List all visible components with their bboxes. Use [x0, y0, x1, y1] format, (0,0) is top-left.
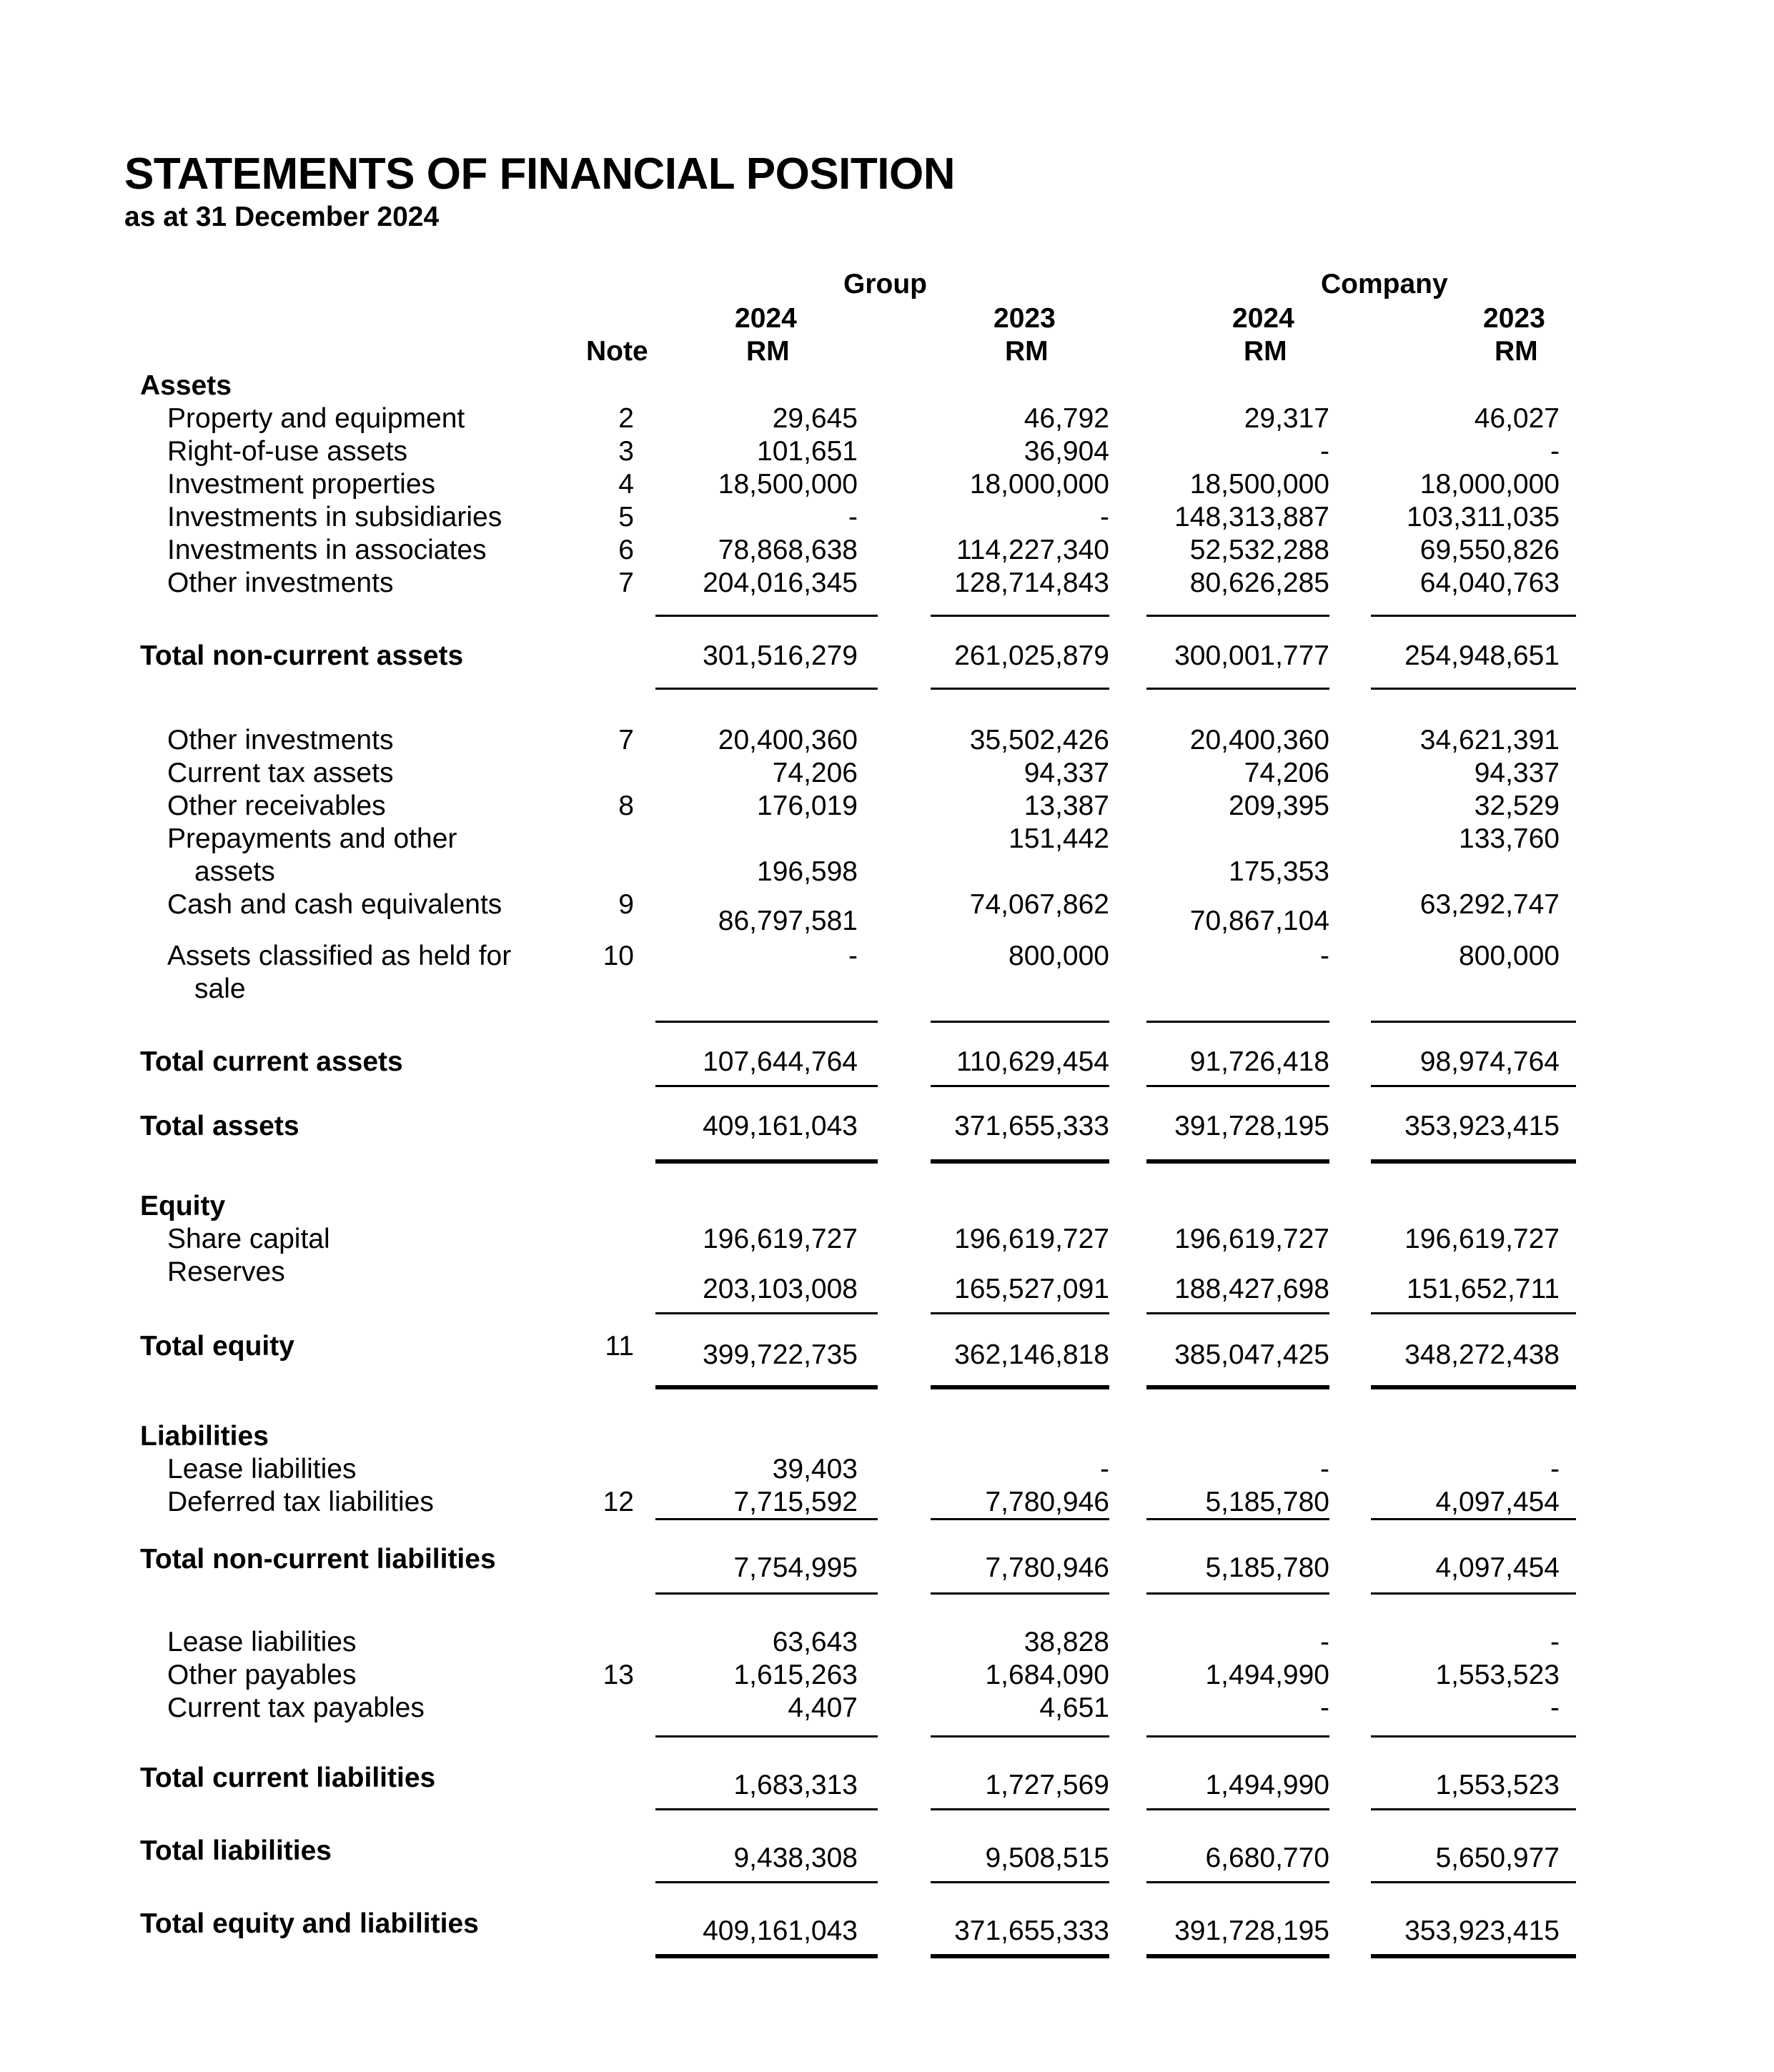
value-cell: 196,598 — [757, 856, 858, 887]
note-ref: 7 — [618, 725, 634, 755]
value-cell: 6,680,770 — [1205, 1843, 1329, 1873]
value-cell: - — [1550, 1692, 1560, 1723]
note-ref: 10 — [603, 941, 634, 971]
underline-rule — [1146, 1592, 1329, 1595]
underline-rule — [1371, 1312, 1576, 1314]
value-cell: 94,337 — [1474, 758, 1560, 788]
row-label-continuation: sale — [194, 973, 246, 1004]
value-cell: 196,619,727 — [1404, 1224, 1560, 1254]
value-cell: 4,651 — [1039, 1692, 1109, 1723]
value-cell: 209,395 — [1229, 790, 1329, 821]
underline-rule — [655, 1021, 878, 1023]
value-cell: 353,923,415 — [1404, 1111, 1560, 1141]
underline-rule — [1371, 615, 1576, 617]
double-underline-rule — [1371, 1159, 1576, 1164]
underline-rule — [655, 1881, 878, 1883]
double-underline-rule — [1146, 1385, 1329, 1389]
row-label-prepayments-and-other: Prepayments and other — [167, 823, 457, 854]
value-cell: 5,185,780 — [1205, 1487, 1329, 1517]
value-cell: 399,722,735 — [703, 1339, 858, 1370]
underline-rule — [1146, 1735, 1329, 1738]
underline-rule — [931, 1518, 1109, 1520]
value-cell: 196,619,727 — [954, 1224, 1109, 1254]
value-cell: 20,400,360 — [718, 725, 858, 755]
value-cell: 1,683,313 — [733, 1770, 858, 1800]
underline-rule — [1371, 1735, 1576, 1738]
value-cell: 371,655,333 — [954, 1111, 1109, 1141]
row-label-current-tax-assets: Current tax assets — [167, 758, 394, 788]
value-cell: 391,728,195 — [1174, 1915, 1329, 1946]
underline-rule — [1371, 1808, 1576, 1810]
value-cell: 4,407 — [788, 1692, 858, 1723]
value-cell: 86,797,581 — [718, 906, 858, 936]
row-label-total-equity: Total equity — [140, 1331, 294, 1362]
underline-rule — [931, 1021, 1109, 1023]
value-cell: 70,867,104 — [1189, 906, 1329, 936]
note-ref: 11 — [605, 1331, 634, 1362]
value-cell: 18,500,000 — [1189, 469, 1329, 500]
col-unit-group-2023: RM — [1005, 336, 1049, 367]
row-label-right-of-use-assets: Right-of-use assets — [167, 436, 407, 467]
col-year-company-2024: 2024 — [1232, 303, 1294, 334]
row-label-assets-classified-as-held-for: Assets classified as held for — [167, 941, 512, 971]
row-label-other-investments: Other investments — [167, 567, 394, 598]
value-cell: 9,438,308 — [733, 1843, 858, 1873]
note-ref: 3 — [618, 436, 634, 467]
underline-rule — [931, 1592, 1109, 1595]
underline-rule — [655, 1518, 878, 1520]
value-cell: 39,403 — [772, 1454, 858, 1484]
note-ref: 5 — [618, 502, 634, 532]
row-label-total-current-assets: Total current assets — [140, 1046, 403, 1077]
underline-rule — [655, 615, 878, 617]
value-cell: 29,317 — [1244, 403, 1329, 434]
note-ref: 8 — [618, 790, 634, 821]
value-cell: - — [848, 941, 858, 971]
double-underline-rule — [1371, 1954, 1576, 1958]
underline-rule — [931, 1735, 1109, 1738]
value-cell: 261,025,879 — [954, 640, 1109, 671]
value-cell: 63,643 — [772, 1627, 858, 1657]
underline-rule — [655, 1312, 878, 1314]
underline-rule — [1146, 615, 1329, 617]
underline-rule — [1146, 1808, 1329, 1810]
value-cell: 133,760 — [1459, 823, 1560, 854]
underline-rule — [1146, 1312, 1329, 1314]
value-cell: 348,272,438 — [1404, 1339, 1560, 1370]
underline-rule — [931, 1312, 1109, 1314]
value-cell: 34,621,391 — [1419, 725, 1560, 755]
value-cell: 300,001,777 — [1174, 640, 1329, 671]
page-title: STATEMENTS OF FINANCIAL POSITION — [124, 149, 955, 199]
row-label-investments-in-subsidiaries: Investments in subsidiaries — [167, 502, 502, 532]
value-cell: 800,000 — [1009, 941, 1109, 971]
underline-rule — [1371, 1518, 1576, 1520]
value-cell: 391,728,195 — [1174, 1111, 1329, 1141]
underline-rule — [1371, 688, 1576, 690]
row-label-continuation: assets — [194, 856, 275, 887]
row-label-current-tax-payables: Current tax payables — [167, 1692, 425, 1723]
value-cell: 1,494,990 — [1205, 1660, 1329, 1690]
value-cell: 1,494,990 — [1205, 1770, 1329, 1800]
value-cell: 301,516,279 — [703, 640, 858, 671]
value-cell: 362,146,818 — [954, 1339, 1109, 1370]
value-cell: 196,619,727 — [703, 1224, 858, 1254]
underline-rule — [931, 1808, 1109, 1810]
company-header: Company — [1321, 269, 1448, 299]
value-cell: - — [1550, 436, 1560, 467]
row-label-investments-in-associates: Investments in associates — [167, 535, 487, 565]
value-cell: 5,650,977 — [1435, 1843, 1560, 1873]
note-header: Note — [586, 336, 648, 367]
row-label-total-assets: Total assets — [140, 1111, 299, 1141]
value-cell: 7,780,946 — [985, 1487, 1109, 1517]
note-ref: 12 — [603, 1487, 634, 1517]
value-cell: 4,097,454 — [1435, 1552, 1560, 1583]
col-unit-company-2023: RM — [1495, 336, 1538, 367]
value-cell: 74,067,862 — [969, 889, 1109, 920]
note-ref: 7 — [618, 567, 634, 598]
value-cell: 1,553,523 — [1435, 1660, 1560, 1690]
value-cell: 98,974,764 — [1419, 1046, 1560, 1077]
underline-rule — [655, 1085, 878, 1087]
underline-rule — [1371, 1592, 1576, 1595]
double-underline-rule — [655, 1954, 878, 1958]
value-cell: - — [848, 502, 858, 532]
underline-rule — [655, 688, 878, 690]
value-cell: 409,161,043 — [703, 1111, 858, 1141]
value-cell: 385,047,425 — [1174, 1339, 1329, 1370]
value-cell: 1,553,523 — [1435, 1770, 1560, 1800]
note-ref: 6 — [618, 535, 634, 565]
col-year-group-2024: 2024 — [735, 303, 797, 334]
value-cell: - — [1100, 502, 1109, 532]
note-ref: 2 — [618, 403, 634, 434]
row-label-lease-liabilities: Lease liabilities — [167, 1627, 357, 1657]
value-cell: - — [1550, 1454, 1560, 1484]
double-underline-rule — [655, 1159, 878, 1164]
value-cell: 103,311,035 — [1407, 502, 1560, 532]
value-cell: 18,000,000 — [1419, 469, 1560, 500]
value-cell: 36,904 — [1024, 436, 1109, 467]
group-header: Group — [843, 269, 927, 299]
underline-rule — [655, 1808, 878, 1810]
value-cell: 7,754,995 — [733, 1552, 858, 1583]
value-cell: 80,626,285 — [1189, 567, 1329, 598]
value-cell: 46,027 — [1474, 403, 1560, 434]
row-label-total-equity-and-liabilities: Total equity and liabilities — [140, 1908, 479, 1939]
underline-rule — [1146, 688, 1329, 690]
value-cell: 107,644,764 — [703, 1046, 858, 1077]
note-ref: 4 — [618, 469, 634, 500]
row-label-property-and-equipment: Property and equipment — [167, 403, 465, 434]
double-underline-rule — [931, 1385, 1109, 1389]
underline-rule — [1371, 1881, 1576, 1883]
value-cell: 78,868,638 — [718, 535, 858, 565]
value-cell: 9,508,515 — [985, 1843, 1109, 1873]
value-cell: 29,645 — [772, 403, 858, 434]
value-cell: 18,500,000 — [718, 469, 858, 500]
underline-rule — [1146, 1021, 1329, 1023]
value-cell: 94,337 — [1024, 758, 1109, 788]
value-cell: 148,313,887 — [1174, 502, 1329, 532]
value-cell: 74,206 — [1244, 758, 1329, 788]
value-cell: - — [1320, 436, 1329, 467]
value-cell: 254,948,651 — [1404, 640, 1560, 671]
col-year-company-2023: 2023 — [1483, 303, 1545, 334]
row-label-other-investments: Other investments — [167, 725, 394, 755]
row-label-equity: Equity — [140, 1191, 226, 1221]
underline-rule — [931, 1881, 1109, 1883]
double-underline-rule — [1146, 1954, 1329, 1958]
value-cell: 353,923,415 — [1404, 1915, 1560, 1946]
row-label-total-current-liabilities: Total current liabilities — [140, 1763, 436, 1793]
value-cell: - — [1320, 941, 1329, 971]
value-cell: 800,000 — [1459, 941, 1560, 971]
value-cell: 175,353 — [1229, 856, 1329, 887]
row-label-share-capital: Share capital — [167, 1224, 330, 1254]
value-cell: 7,780,946 — [985, 1552, 1109, 1583]
row-label-total-liabilities: Total liabilities — [140, 1835, 332, 1866]
underline-rule — [1146, 1518, 1329, 1520]
value-cell: 74,206 — [772, 758, 858, 788]
col-year-group-2023: 2023 — [993, 303, 1056, 334]
value-cell: 18,000,000 — [969, 469, 1109, 500]
value-cell: 409,161,043 — [703, 1915, 858, 1946]
double-underline-rule — [1146, 1159, 1329, 1164]
row-label-investment-properties: Investment properties — [167, 469, 436, 500]
value-cell: 188,427,698 — [1174, 1274, 1329, 1304]
value-cell: - — [1550, 1627, 1560, 1657]
row-label-total-non-current-assets: Total non-current assets — [140, 640, 464, 671]
row-label-other-receivables: Other receivables — [167, 790, 386, 821]
row-label-liabilities: Liabilities — [140, 1421, 269, 1452]
value-cell: 1,684,090 — [985, 1660, 1109, 1690]
value-cell: 165,527,091 — [954, 1274, 1109, 1304]
value-cell: 151,442 — [1009, 823, 1109, 854]
value-cell: 1,727,569 — [985, 1770, 1109, 1800]
value-cell: 196,619,727 — [1174, 1224, 1329, 1254]
value-cell: 110,629,454 — [956, 1046, 1109, 1077]
underline-rule — [1146, 1881, 1329, 1883]
value-cell: 128,714,843 — [954, 567, 1109, 598]
value-cell: - — [1320, 1454, 1329, 1484]
value-cell: 46,792 — [1024, 403, 1109, 434]
page-subtitle: as at 31 December 2024 — [124, 202, 440, 232]
value-cell: 371,655,333 — [954, 1915, 1109, 1946]
double-underline-rule — [931, 1954, 1109, 1958]
value-cell: 63,292,747 — [1419, 889, 1560, 920]
row-label-deferred-tax-liabilities: Deferred tax liabilities — [167, 1487, 434, 1517]
value-cell: 13,387 — [1024, 790, 1109, 821]
underline-rule — [655, 1592, 878, 1595]
value-cell: 52,532,288 — [1189, 535, 1329, 565]
value-cell: 69,550,826 — [1419, 535, 1560, 565]
note-ref: 9 — [618, 889, 634, 920]
note-ref: 13 — [603, 1660, 634, 1690]
value-cell: 203,103,008 — [703, 1274, 858, 1304]
value-cell: 1,615,263 — [733, 1660, 858, 1690]
value-cell: 35,502,426 — [969, 725, 1109, 755]
row-label-cash-and-cash-equivalents: Cash and cash equivalents — [167, 889, 502, 920]
value-cell: 7,715,592 — [733, 1487, 858, 1517]
row-label-total-non-current-liabilities: Total non-current liabilities — [140, 1544, 496, 1575]
row-label-reserves: Reserves — [167, 1256, 285, 1287]
value-cell: - — [1100, 1454, 1109, 1484]
value-cell: 4,097,454 — [1435, 1487, 1560, 1517]
underline-rule — [1146, 1085, 1329, 1087]
value-cell: - — [1320, 1692, 1329, 1723]
value-cell: 101,651 — [757, 436, 858, 467]
value-cell: 32,529 — [1474, 790, 1560, 821]
value-cell: 38,828 — [1024, 1627, 1109, 1657]
value-cell: 176,019 — [757, 790, 858, 821]
row-label-lease-liabilities: Lease liabilities — [167, 1454, 357, 1484]
value-cell: 204,016,345 — [703, 567, 858, 598]
double-underline-rule — [1371, 1385, 1576, 1389]
value-cell: 91,726,418 — [1189, 1046, 1329, 1077]
col-unit-group-2024: RM — [746, 336, 790, 367]
double-underline-rule — [655, 1385, 878, 1389]
underline-rule — [931, 1085, 1109, 1087]
value-cell: 64,040,763 — [1419, 567, 1560, 598]
value-cell: - — [1320, 1627, 1329, 1657]
underline-rule — [1371, 1085, 1576, 1087]
value-cell: 114,227,340 — [956, 535, 1109, 565]
underline-rule — [931, 688, 1109, 690]
value-cell: 151,652,711 — [1407, 1274, 1560, 1304]
double-underline-rule — [931, 1159, 1109, 1164]
col-unit-company-2024: RM — [1244, 336, 1287, 367]
underline-rule — [931, 615, 1109, 617]
row-label-assets: Assets — [140, 370, 232, 401]
row-label-other-payables: Other payables — [167, 1660, 357, 1690]
underline-rule — [655, 1735, 878, 1738]
value-cell: 5,185,780 — [1205, 1552, 1329, 1583]
underline-rule — [1371, 1021, 1576, 1023]
value-cell: 20,400,360 — [1189, 725, 1329, 755]
